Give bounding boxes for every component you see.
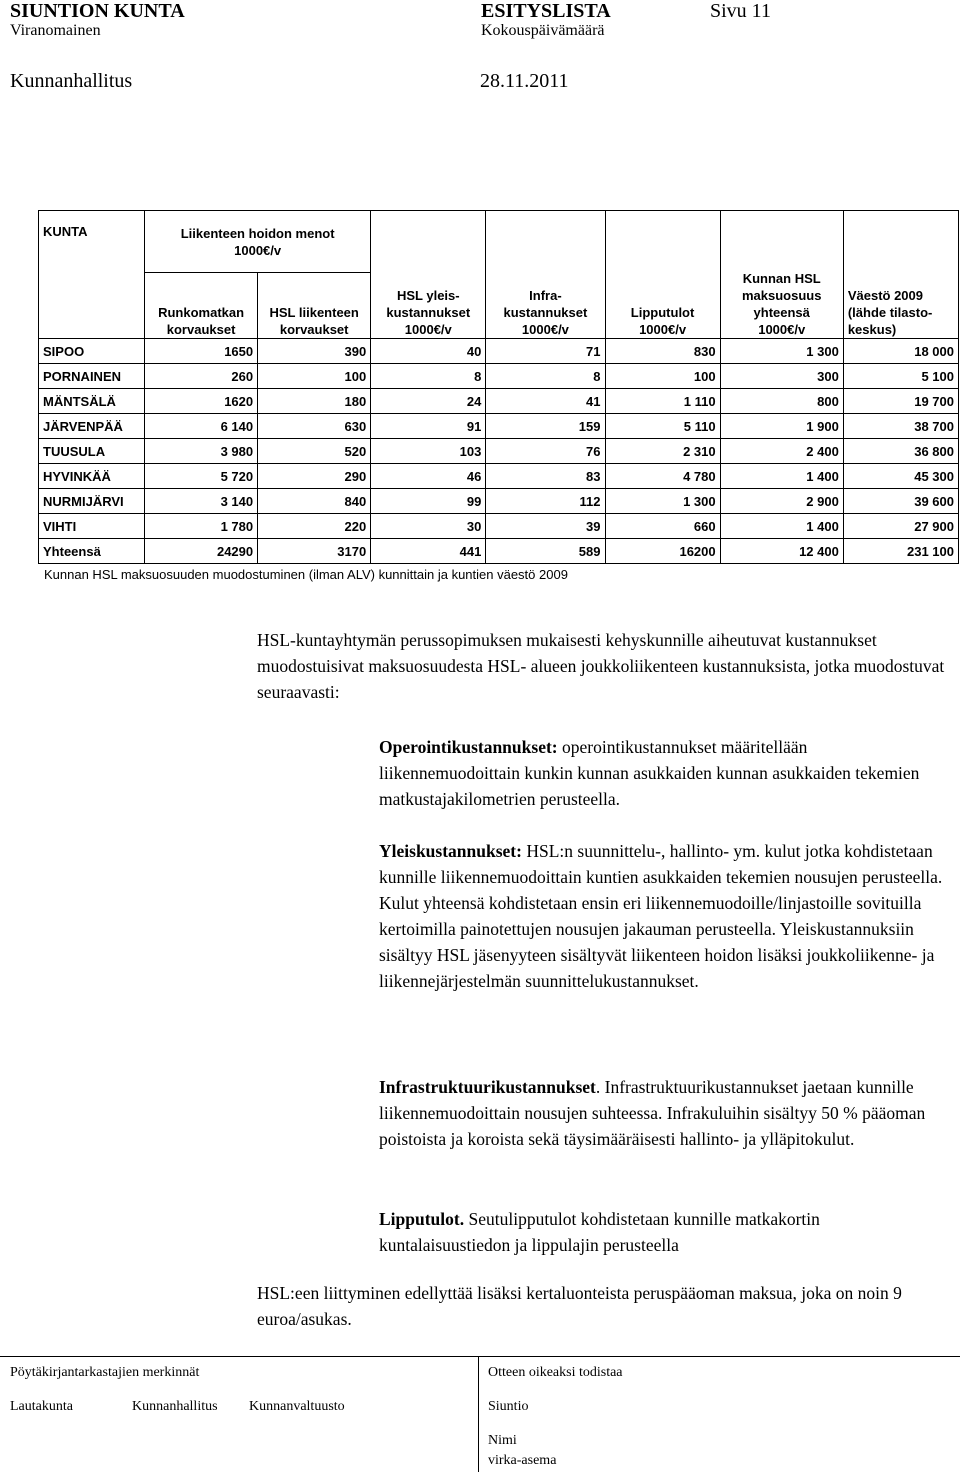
value-cell: 1620 [145, 389, 258, 414]
value-cell: 159 [486, 414, 605, 439]
footer-title-label: virka-asema [488, 1453, 557, 1468]
col-header-yleis: HSL yleis- kustannukset 1000€/v [371, 211, 486, 339]
date-label: Kokouspäivämäärä [481, 22, 605, 39]
table-row [39, 539, 959, 564]
value-cell: 180 [258, 389, 371, 414]
table-row [39, 514, 959, 539]
value-cell: 5 720 [145, 464, 258, 489]
item-operointi: Operointikustannukset: operointikustannukset määritellään liikennemuodoittain kunkin kunnan asukkaiden kunnan asukkaiden tekemien matkustajakilometrien perusteella. [379, 737, 920, 809]
footer-sig-kunnanvaltuusto: Kunnanvaltuusto [249, 1399, 345, 1414]
value-cell: 441 [371, 539, 486, 564]
value-cell: 27 900 [843, 514, 958, 539]
closing-paragraph: HSL:een liittyminen edellyttää lisäksi kertaluonteista peruspääoman maksua, joka on noin 9 euroa/asukas. [257, 1283, 902, 1329]
kunta-name-cell: TUUSULA [39, 439, 145, 464]
value-cell: 76 [486, 439, 605, 464]
value-cell: 45 300 [843, 464, 958, 489]
value-cell: 8 [486, 364, 605, 389]
value-cell: 1 110 [605, 389, 720, 414]
value-cell: 8 [371, 364, 486, 389]
kunta-name-cell: Yhteensä [39, 539, 145, 564]
col-header-runko: Runkomatkan korvaukset [145, 273, 258, 339]
item-yleis: Yleiskustannukset: HSL:n suunnittelu-, hallinto- ym. kulut jotka kohdistetaan kunnille liikennemuodoittain kuntien asukkaiden tekemien nousujen perusteella. Kulut yhteensä kohdistetaan ensin eri liikennemuodoille/linjastoille sovituilla kertoimilla painotettujen nousujen jakauman perusteella. Yleiskustannuksiin sisältyy HSL jäsenyyteen sisältyvät liikenteen hoidon lisäksi joukkoliikenne- ja liikennejärjestelmän suunnittelukustannukset. [379, 841, 943, 991]
value-cell: 2 900 [720, 489, 843, 514]
footer-name-label: Nimi [488, 1433, 517, 1448]
value-cell: 12 400 [720, 539, 843, 564]
value-cell: 830 [605, 339, 720, 364]
page-number: Sivu 11 [710, 0, 771, 22]
value-cell: 46 [371, 464, 486, 489]
value-cell: 589 [486, 539, 605, 564]
table-row [39, 364, 959, 389]
group-header: Liikenteen hoidon menot 1000€/v [145, 211, 371, 273]
value-cell: 100 [258, 364, 371, 389]
value-cell: 1 900 [720, 414, 843, 439]
kunta-name-cell: VIHTI [39, 514, 145, 539]
value-cell: 1 780 [145, 514, 258, 539]
kunta-header: KUNTA [39, 211, 145, 339]
value-cell: 5 110 [605, 414, 720, 439]
value-cell: 112 [486, 489, 605, 514]
value-cell: 24290 [145, 539, 258, 564]
value-cell: 2 310 [605, 439, 720, 464]
kunta-name-cell: SIPOO [39, 339, 145, 364]
value-cell: 800 [720, 389, 843, 414]
intro-paragraph: HSL-kuntayhtymän perussopimuksen mukaisesti kehyskunnille aiheutuvat kustannukset muodostuisivat maksuosuudesta HSL- alueen joukkoliikenteen kustannuksista, jotka muodostuvat seuraavasti: [257, 630, 945, 702]
doc-type: ESITYSLISTA [481, 0, 611, 22]
date-value: 28.11.2011 [480, 70, 569, 92]
value-cell: 290 [258, 464, 371, 489]
footer-sig-lautakunta: Lautakunta [10, 1399, 73, 1414]
value-cell: 18 000 [843, 339, 958, 364]
table-caption: Kunnan HSL maksuosuuden muodostuminen (ilman ALV) kunnittain ja kuntien väestö 2009 [44, 567, 568, 582]
value-cell: 2 400 [720, 439, 843, 464]
table-row [39, 464, 959, 489]
value-cell: 300 [720, 364, 843, 389]
kunta-name-cell: PORNAINEN [39, 364, 145, 389]
footer-right-title: Otteen oikeaksi todistaa [488, 1365, 623, 1380]
value-cell: 41 [486, 389, 605, 414]
value-cell: 4 780 [605, 464, 720, 489]
table-row [39, 439, 959, 464]
value-cell: 91 [371, 414, 486, 439]
page-footer [0, 1356, 960, 1472]
value-cell: 1 400 [720, 514, 843, 539]
cost-table [38, 210, 959, 564]
item-lipputulot: Lipputulot. Seutulipputulot kohdistetaan kunnille matkakortin kuntalaisuustiedon ja lippulajin perusteella [379, 1209, 820, 1255]
value-cell: 36 800 [843, 439, 958, 464]
value-cell: 840 [258, 489, 371, 514]
footer-sig-kunnanhallitus: Kunnanhallitus [132, 1399, 218, 1414]
value-cell: 30 [371, 514, 486, 539]
value-cell: 260 [145, 364, 258, 389]
value-cell: 19 700 [843, 389, 958, 414]
table-row [39, 414, 959, 439]
value-cell: 220 [258, 514, 371, 539]
value-cell: 1 300 [720, 339, 843, 364]
value-cell: 99 [371, 489, 486, 514]
col-header-hsl-liikenne: HSL liikenteen korvaukset [258, 273, 371, 339]
table-row [39, 489, 959, 514]
value-cell: 1650 [145, 339, 258, 364]
footer-left-title: Pöytäkirjantarkastajien merkinnät [10, 1365, 200, 1380]
kunta-name-cell: HYVINKÄÄ [39, 464, 145, 489]
kunta-name-cell: MÄNTSÄLÄ [39, 389, 145, 414]
value-cell: 6 140 [145, 414, 258, 439]
header-values [10, 70, 569, 93]
footer-divider [478, 1357, 479, 1472]
org-name: SIUNTION KUNTA [10, 0, 185, 22]
value-cell: 24 [371, 389, 486, 414]
value-cell: 660 [605, 514, 720, 539]
col-header-maksuosuus: Kunnan HSL maksuosuus yhteensä 1000€/v [720, 211, 843, 339]
value-cell: 40 [371, 339, 486, 364]
value-cell: 390 [258, 339, 371, 364]
value-cell: 1 400 [720, 464, 843, 489]
value-cell: 5 100 [843, 364, 958, 389]
value-cell: 231 100 [843, 539, 958, 564]
col-header-vaesto: Väestö 2009 (lähde tilasto- keskus) [843, 211, 958, 339]
kunta-name-cell: NURMIJÄRVI [39, 489, 145, 514]
value-cell: 38 700 [843, 414, 958, 439]
item-infra: Infrastruktuurikustannukset. Infrastruktuurikustannukset jaetaan kunnille liikennemuodoittain nousujen suhteessa. Infrakuluihin sisältyy 50 % pääoman poistoista ja koroista sekä täysimääräisesti hallinto- ja ylläpitokulut. [379, 1077, 926, 1149]
table-row [39, 339, 959, 364]
value-cell: 71 [486, 339, 605, 364]
value-cell: 83 [486, 464, 605, 489]
value-cell: 1 300 [605, 489, 720, 514]
col-header-infra: Infra- kustannukset 1000€/v [486, 211, 605, 339]
value-cell: 520 [258, 439, 371, 464]
value-cell: 16200 [605, 539, 720, 564]
authority-label: Viranomainen [10, 22, 101, 39]
value-cell: 3170 [258, 539, 371, 564]
kunta-name-cell: JÄRVENPÄÄ [39, 414, 145, 439]
value-cell: 103 [371, 439, 486, 464]
value-cell: 630 [258, 414, 371, 439]
value-cell: 3 980 [145, 439, 258, 464]
value-cell: 100 [605, 364, 720, 389]
authority-value: Kunnanhallitus [10, 70, 133, 92]
value-cell: 3 140 [145, 489, 258, 514]
value-cell: 39 [486, 514, 605, 539]
table-row [39, 389, 959, 414]
footer-place: Siuntio [488, 1399, 529, 1414]
col-header-lipputulot: Lipputulot 1000€/v [605, 211, 720, 339]
value-cell: 39 600 [843, 489, 958, 514]
